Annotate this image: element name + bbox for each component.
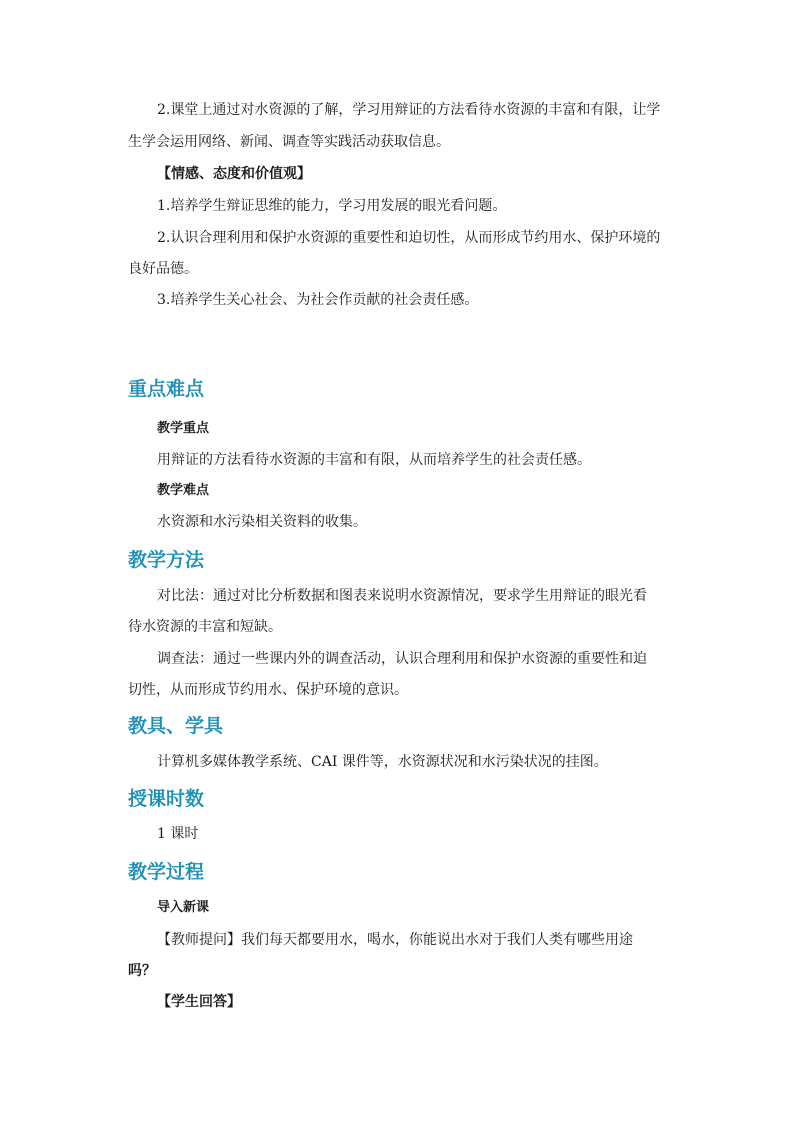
values-p2-line1: 2.认识合理利用和保护水资源的重要性和迫切性，从而形成节约用水、保护环境的 [157,230,661,246]
focus-label: 教学重点 [157,421,210,436]
heading-methods: 教学方法 [128,549,205,571]
focus-text: 用辩证的方法看待水资源的丰富和有限，从而培养学生的社会责任感。 [157,452,591,468]
tools-text: 计算机多媒体教学系统、CAI 课件等，水资源状况和水污染状况的挂图。 [157,754,608,770]
answer-label: 【学生回答】 [157,994,241,1010]
intro-label: 导入新课 [157,900,210,915]
question-line2: 吗？ [128,963,156,979]
heading-key-points: 重点难点 [128,378,205,400]
question-line1: 【教师提问】我们每天都要用水，喝水，你能说出水对于我们人类有哪些用途 [157,932,633,948]
method2-line2: 切性，从而形成节约用水、保护环境的意识。 [128,682,408,698]
method1-line2: 待水资源的丰富和短缺。 [128,619,282,635]
difficulty-text: 水资源和水污染相关资料的收集。 [157,514,367,530]
heading-tools: 教具、学具 [128,715,224,737]
heading-hours: 授课时数 [128,788,205,810]
method1-line1: 对比法：通过对比分析数据和图表来说明水资源情况，要求学生用辩证的眼光看 [157,588,647,604]
skills-p2-line1: 2.课堂上通过对水资源的了解，学习用辩证的方法看待水资源的丰富和有限，让学 [157,102,661,118]
hours-text: 1 课时 [157,826,199,842]
method2-line1: 调查法：通过一些课内外的调查活动，认识合理利用和保护水资源的重要性和迫 [157,651,647,667]
values-p1: 1.培养学生辩证思维的能力，学习用发展的眼光看问题。 [157,198,507,214]
difficulty-label: 教学难点 [157,483,210,498]
skills-p2-line2: 生学会运用网络、新闻、调查等实践活动获取信息。 [128,134,450,150]
values-title: 【情感、态度和价值观】 [157,166,311,182]
values-p3: 3.培养学生关心社会、为社会作贡献的社会责任感。 [157,292,479,308]
heading-process: 教学过程 [128,861,205,883]
values-p2-line2: 良好品德。 [128,261,198,277]
